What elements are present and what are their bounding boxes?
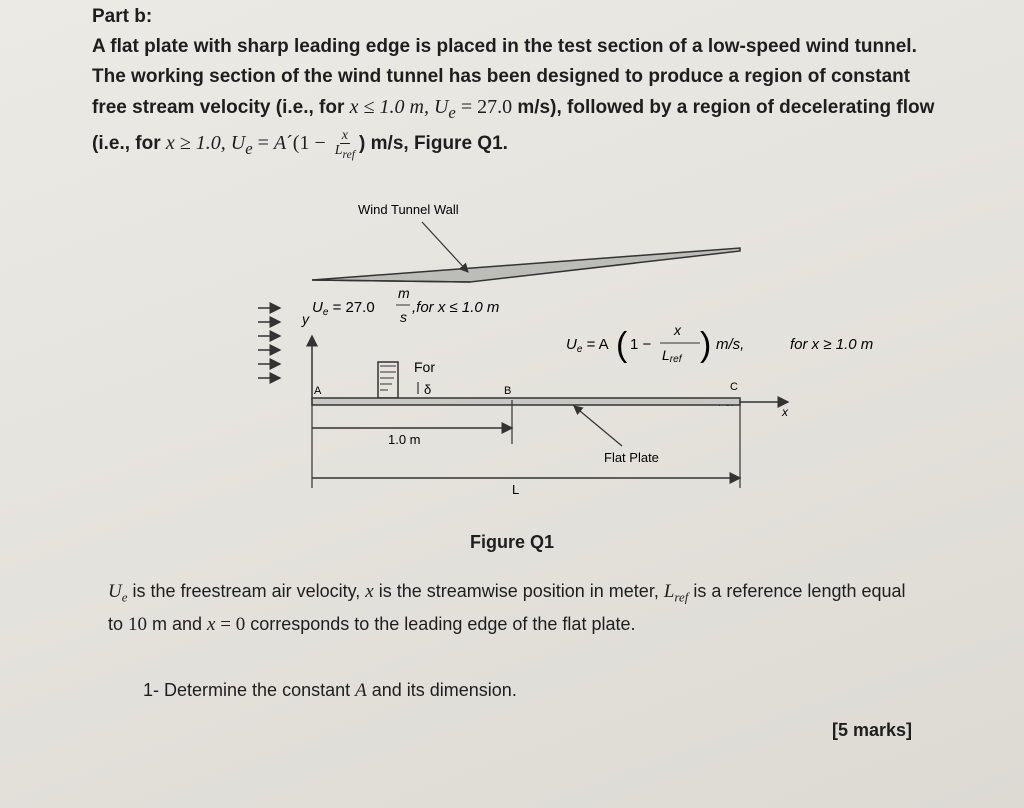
variable-definition: $U_e$ is the freestream air velocity, x is the streamwise position in meter, $L_{ref}$ is a reference length equal to 10 m and x = 0 corresponds to the leading edge of the flat plate. [108,581,906,635]
y-axis-label: y [302,311,309,327]
ue-variable-label: $U_e = A$ [566,336,609,355]
for-label-b: For [414,359,435,375]
ue-constant-condition: ,for x ≤ 1.0 m [412,299,500,316]
dim-1m-label: 1.0 m [388,432,421,447]
delta-label: δ [424,382,432,397]
intro-text-3: ) m/s, Figure Q1. [359,133,508,154]
ue-constant-frac-den: s [400,309,407,325]
velocity-profile-sketch [378,362,398,398]
ue-constant-frac-num: m [398,285,410,301]
wall-label: Wind Tunnel Wall [358,202,459,217]
ue-constant-label: $U_e = 27.0$ [312,299,375,318]
wind-tunnel-wall [312,248,740,282]
question-1: 1- Determine the constant A and its dimension. [143,680,517,701]
figure-caption: Figure Q1 [470,532,555,552]
point-c-label: C [730,381,738,393]
intro-text-2: m/s), followed by a region of decelerating flow (i.e., for [92,97,935,154]
plate-leader-line [574,406,622,446]
intro-text-1: A flat plate with sharp leading edge is placed in the test section of a low-speed wind tunnel. The working section of the wind tunnel has been designed to produce a region of constant free stream velocity (i.e., for [92,36,917,118]
ue-variable-paren-open: ( [616,326,628,364]
x-axis-label: x [782,405,788,419]
dim-L-label: L [512,482,520,497]
plate-label: Flat Plate [604,450,659,465]
wall-leader-line [422,222,468,272]
ue-variable-paren-close: ) [700,326,712,364]
inflow-arrows [258,308,280,378]
point-b-label: B [504,385,512,397]
intro-cond-1: x ≤ 1.0 m, $U_e = 27.0$ [349,96,513,122]
point-a-label: A [314,385,322,397]
flat-plate [312,398,740,405]
ue-variable-frac-den: Lref [662,347,682,365]
ue-variable-unit: m/s, [716,336,745,353]
marks-label: [5 marks] [832,720,913,740]
part-title: Part b: [92,6,153,27]
ue-variable-condition: for x ≥ 1.0 m [790,336,874,353]
ue-variable-one: 1 − [630,336,652,353]
intro-cond-2: x ≥ 1.0, $U_e$ = A´(1 − $\frac{x}{L_{ref}}$ [165,127,356,161]
ue-variable-frac-num: x [674,322,681,338]
